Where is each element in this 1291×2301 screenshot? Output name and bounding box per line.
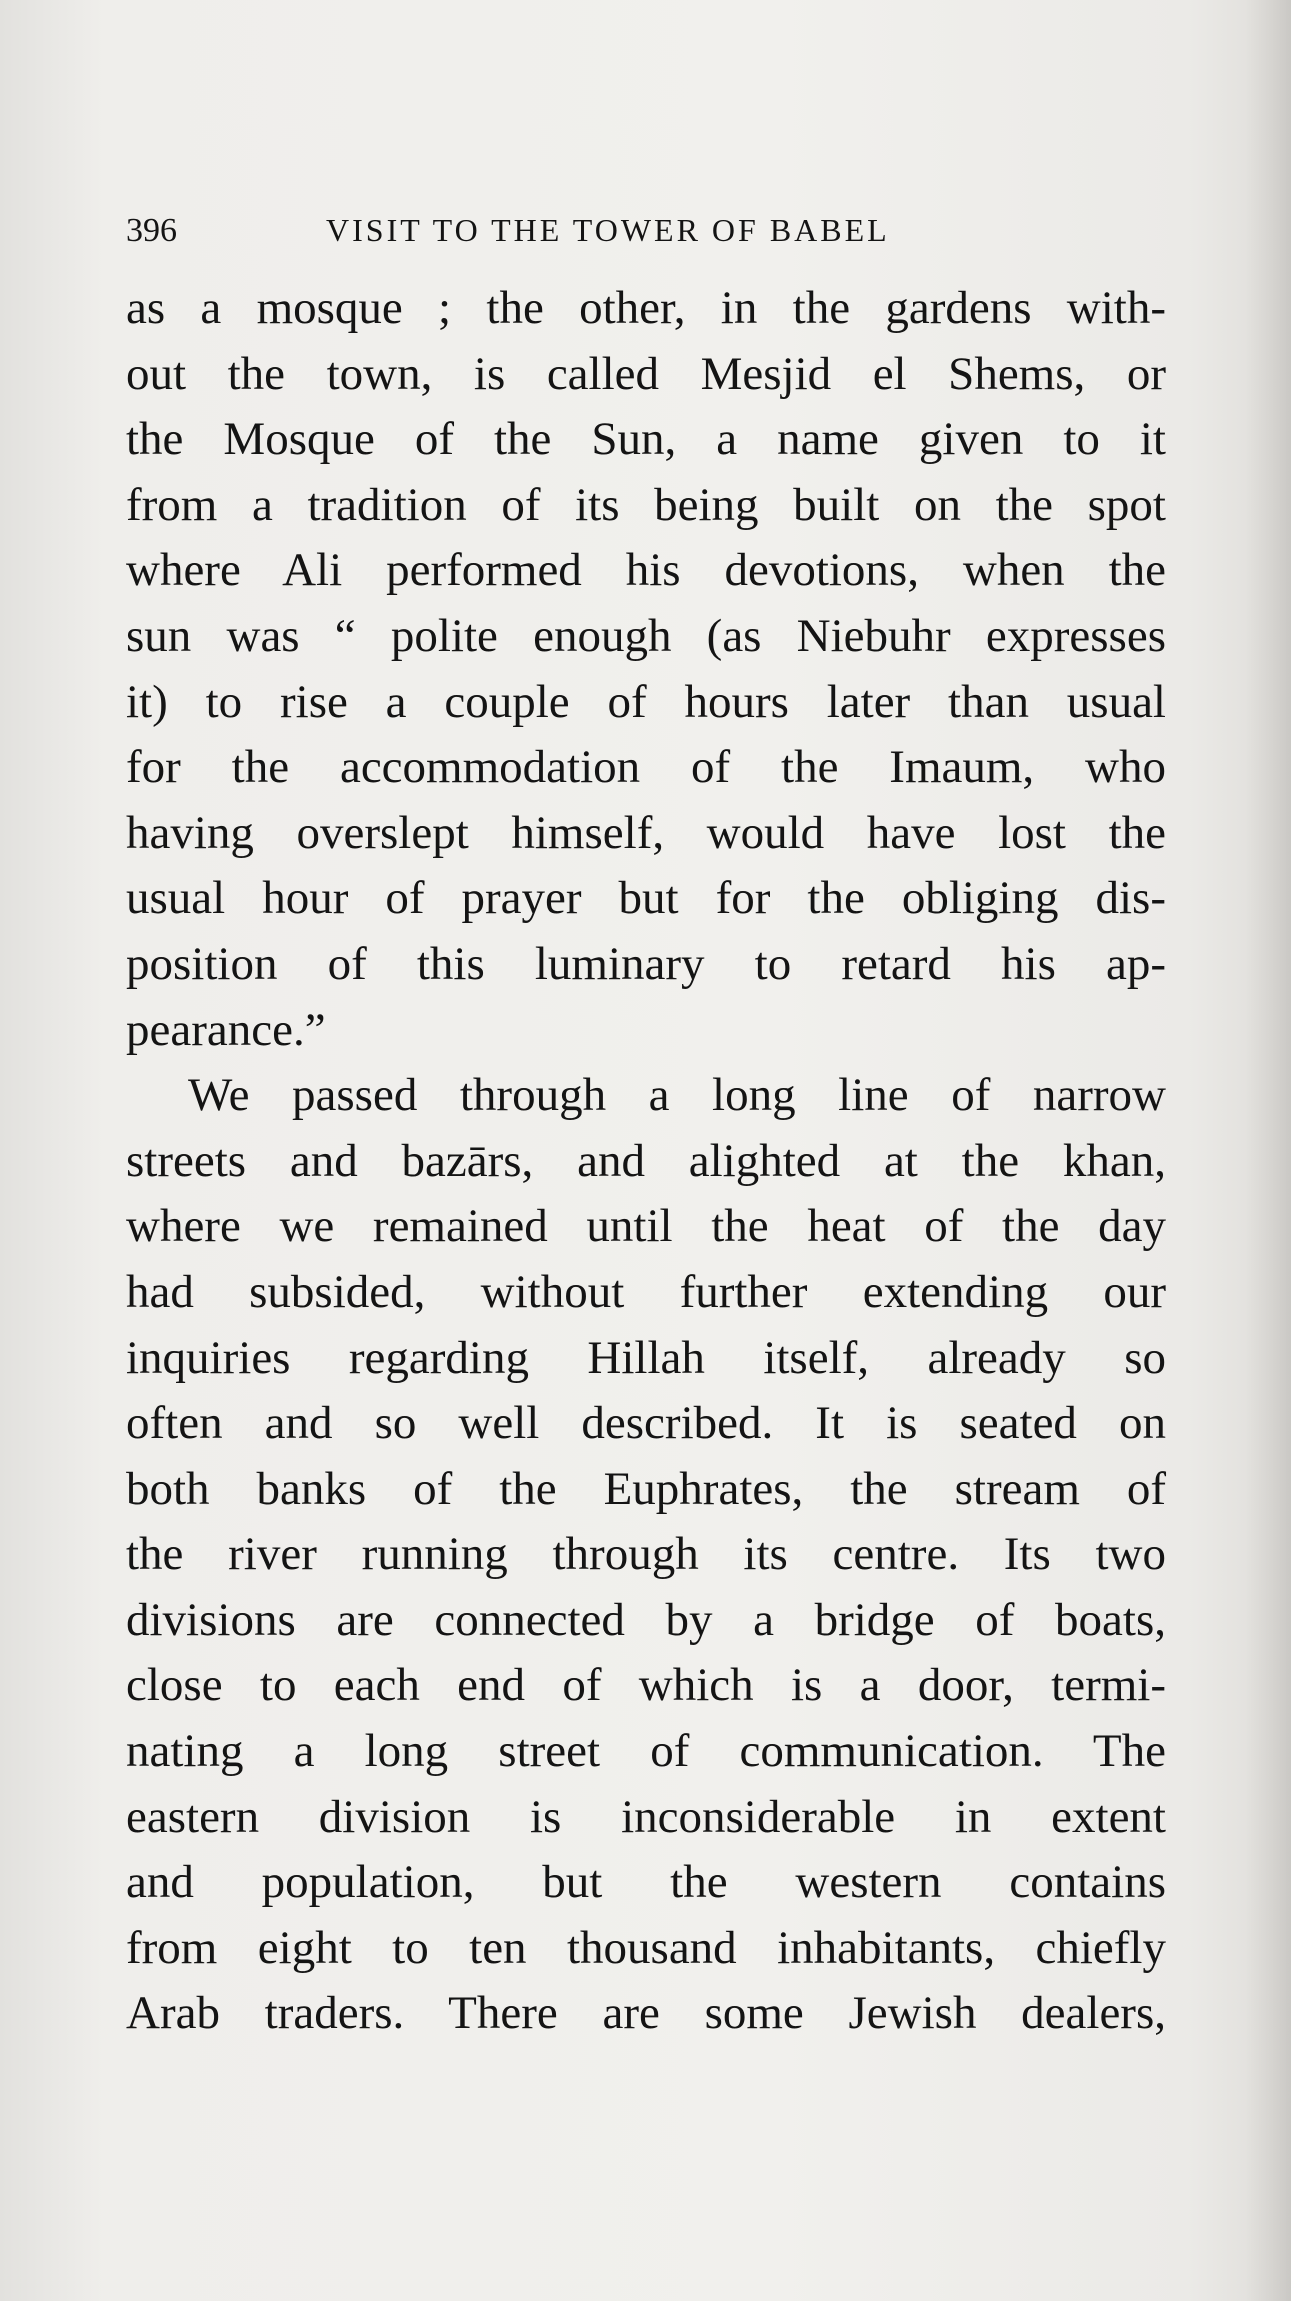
- text-line: eastern division is inconsiderable in extent: [126, 1790, 1166, 1843]
- text-line: nating a long street of communication. The: [126, 1725, 1166, 1778]
- text-line: it) to rise a couple of hours later than usual: [126, 675, 1166, 728]
- text-line: the river running through its centre. Its two: [126, 1528, 1166, 1581]
- text-line: and population, but the western contains: [126, 1856, 1166, 1909]
- paragraph-start-line: We passed through a long line of narrow: [188, 1069, 1166, 1122]
- text-line: close to each end of which is a door, termi-: [126, 1659, 1166, 1712]
- page-edge-shadow: [1245, 0, 1291, 2301]
- text-line: position of this luminary to retard his ap-: [126, 937, 1166, 990]
- text-line: from eight to ten thousand inhabitants, chiefly: [126, 1921, 1166, 1974]
- text-line: where we remained until the heat of the day: [126, 1200, 1166, 1253]
- text-line: Arab traders. There are some Jewish dealers,: [126, 1987, 1166, 2040]
- text-line: had subsided, without further extending our: [126, 1265, 1166, 1318]
- text-line: having overslept himself, would have lost the: [126, 806, 1166, 859]
- text-line: where Ali performed his devotions, when the: [126, 544, 1166, 597]
- running-head: [126, 212, 1166, 262]
- paragraph-end-line: pearance.”: [126, 1003, 326, 1056]
- text-line: divisions are connected by a bridge of boats,: [126, 1593, 1166, 1646]
- text-line: out the town, is called Mesjid el Shems, or: [126, 347, 1166, 400]
- text-line: inquiries regarding Hillah itself, already so: [126, 1331, 1166, 1384]
- text-line: often and so well described. It is seated on: [126, 1397, 1166, 1450]
- text-line: streets and bazārs, and alighted at the khan,: [126, 1134, 1166, 1187]
- text-line: both banks of the Euphrates, the stream of: [126, 1462, 1166, 1515]
- text-line: usual hour of prayer but for the obliging dis-: [126, 872, 1166, 925]
- page-number: 396: [126, 212, 177, 249]
- body-text: [126, 276, 1166, 2047]
- text-line: from a tradition of its being built on the spot: [126, 478, 1166, 531]
- text-line: for the accommodation of the Imaum, who: [126, 741, 1166, 794]
- text-line: as a mosque ; the other, in the gardens with-: [126, 282, 1166, 334]
- text-line: sun was “ polite enough (as Niebuhr expresses: [126, 609, 1166, 662]
- running-title: VISIT TO THE TOWER OF BABEL: [326, 212, 890, 248]
- text-line: the Mosque of the Sun, a name given to it: [126, 413, 1166, 466]
